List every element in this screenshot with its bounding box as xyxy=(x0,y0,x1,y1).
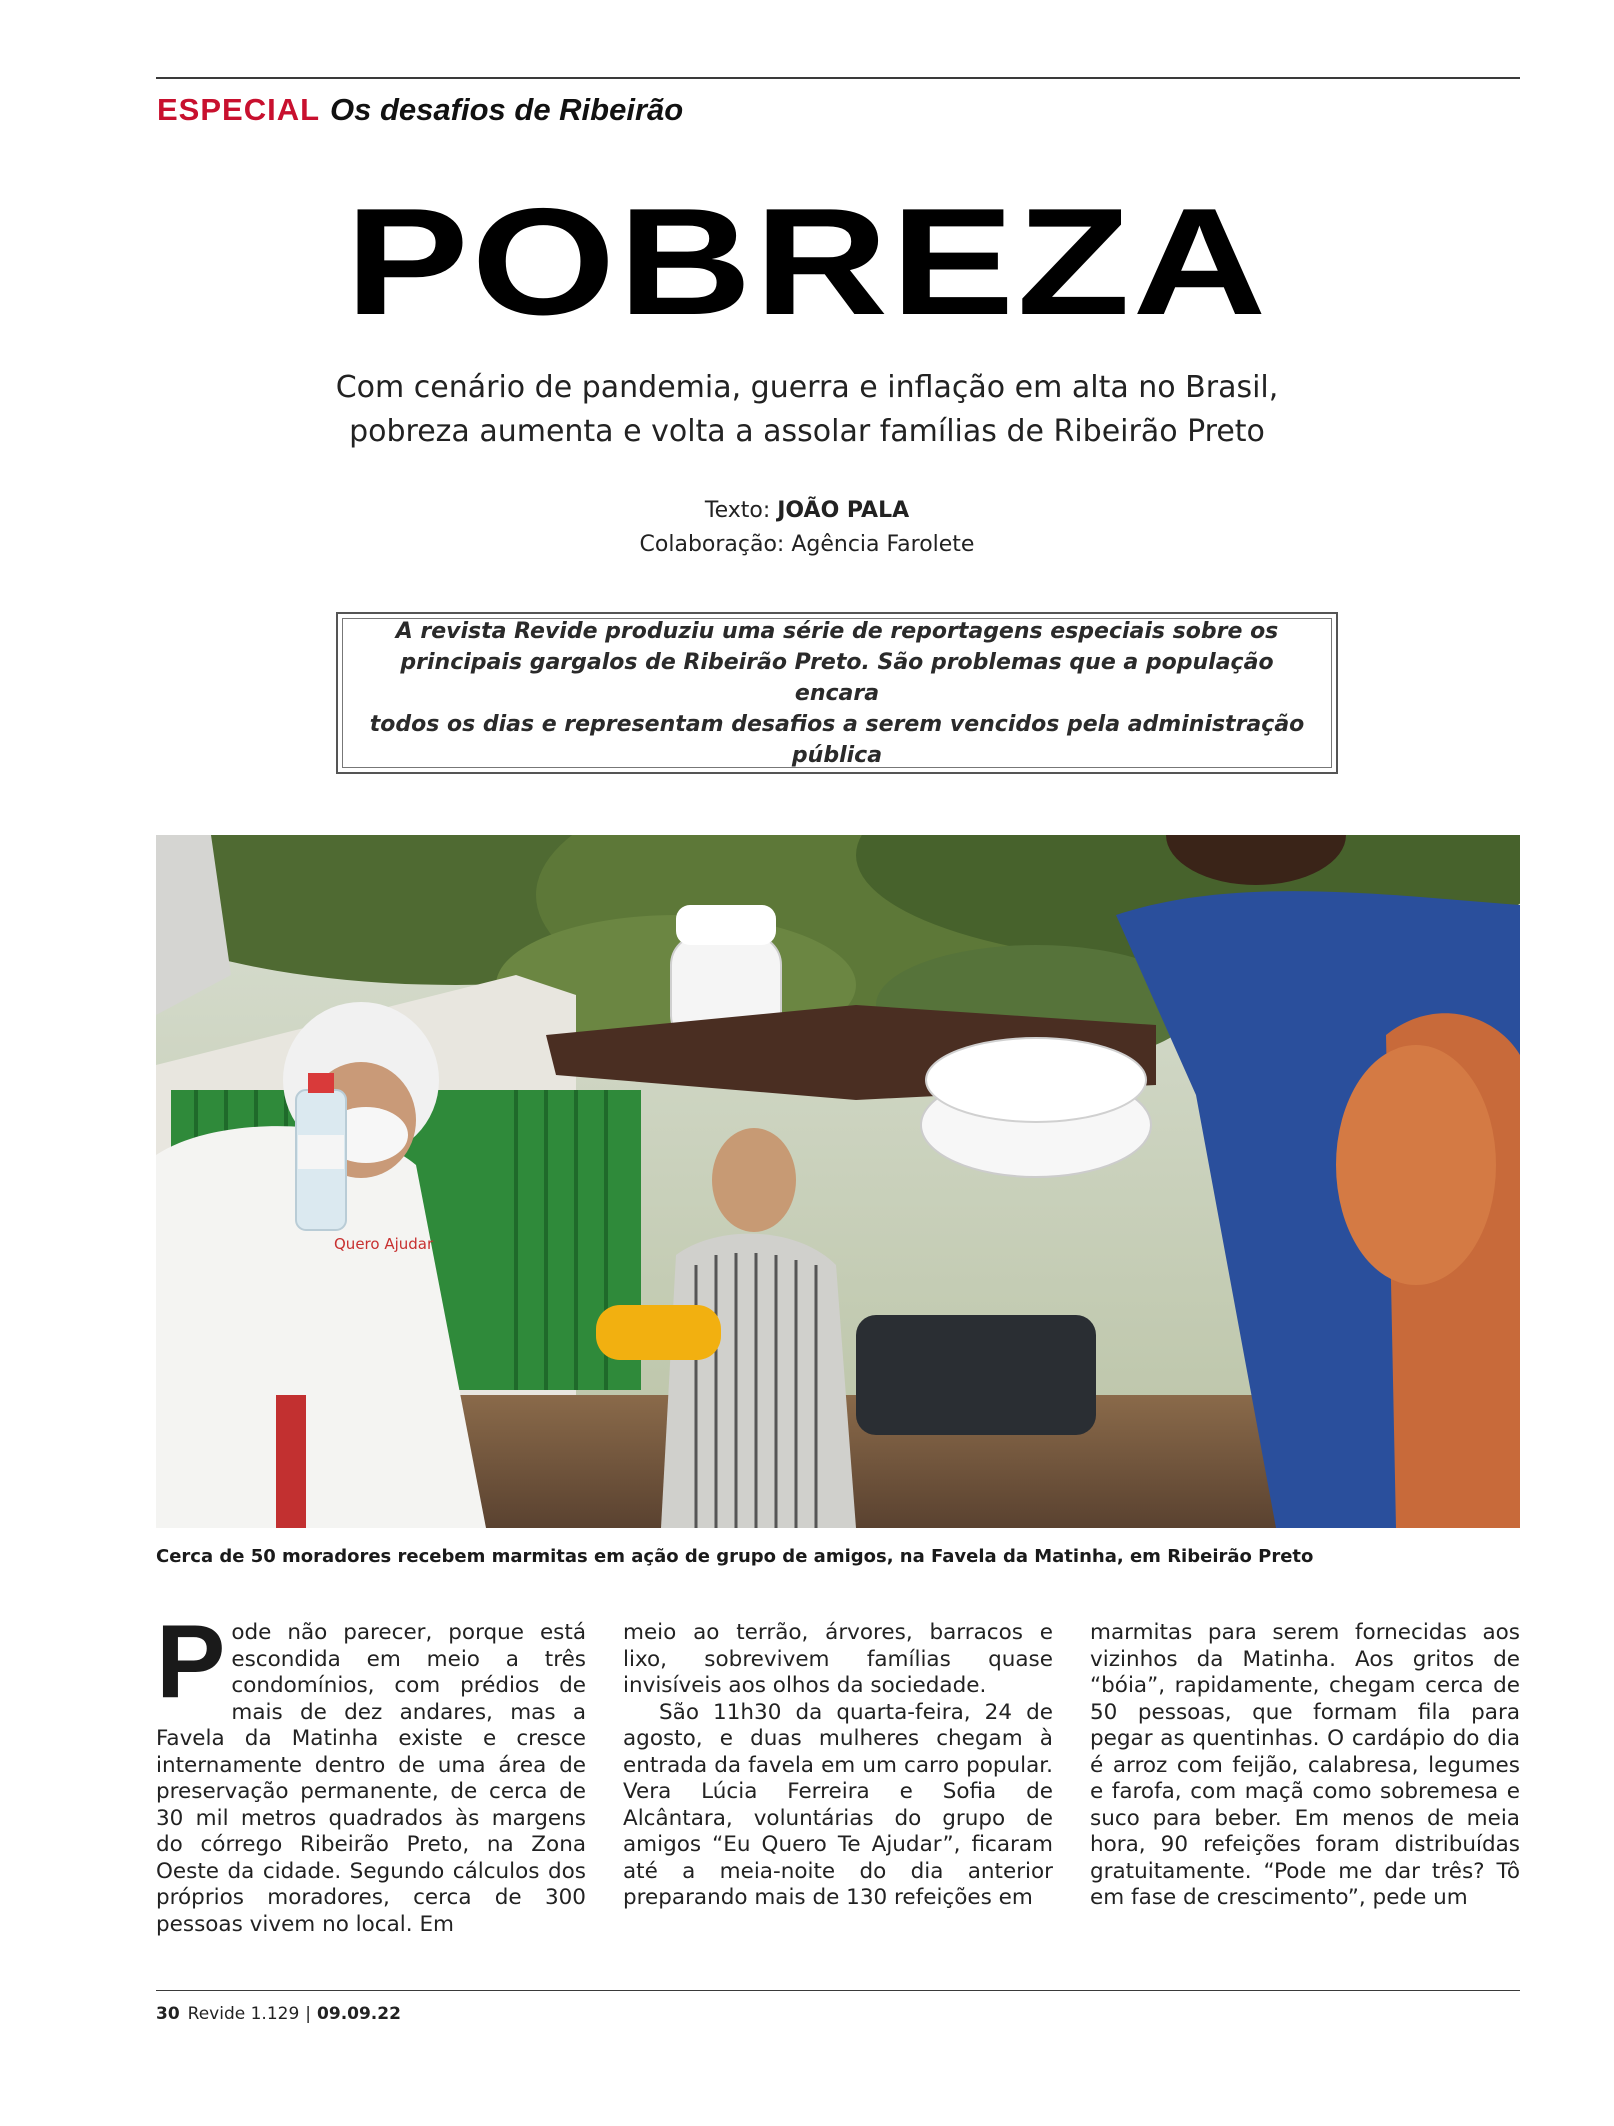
issue-date: 09.09.22 xyxy=(317,2004,401,2024)
article-photo xyxy=(156,835,1520,1528)
byline xyxy=(0,494,1614,562)
photo-illustration xyxy=(156,835,1520,1528)
article-deck xyxy=(300,366,1314,454)
intro-line-3: todos os dias e representam desafios a serem vencidos pela administração pública xyxy=(369,711,1305,768)
bottom-rule xyxy=(156,1990,1520,1991)
author-label: Texto: xyxy=(704,498,771,523)
deck-line-1: Com cenário de pandemia, guerra e inflação em alta no Brasil, xyxy=(335,370,1279,405)
shirt-logo-text: Quero Ajudar xyxy=(334,1235,434,1253)
intro-box xyxy=(336,612,1338,774)
deck-line-2: pobreza aumenta e volta a assolar famílias de Ribeirão Preto xyxy=(349,414,1265,449)
drop-cap: P xyxy=(156,1620,226,1720)
page-footer xyxy=(156,2004,401,2024)
collaboration-line: Colaboração: Agência Farolete xyxy=(639,532,975,557)
article-headline: POBREZA xyxy=(345,177,1269,347)
body-column-3 xyxy=(1090,1620,1520,1960)
magazine-issue: Revide 1.129 xyxy=(187,2004,300,2024)
series-title: Os desafios de Ribeirão xyxy=(330,92,684,127)
section-label: ESPECIAL xyxy=(157,92,321,127)
body-column-2 xyxy=(623,1620,1053,1960)
photo-caption: Cerca de 50 moradores recebem marmitas em ação de grupo de amigos, na Favela da Matinha, em Ribeirão Preto xyxy=(156,1546,1314,1567)
body-paragraph: meio ao terrão, árvores, barracos e lixo, sobrevivem famílias quase invisíveis aos olhos da sociedade. xyxy=(623,1620,1053,1698)
page-number: 30 xyxy=(156,2004,180,2024)
body-paragraph: São 11h30 da quarta-feira, 24 de agosto, e duas mulheres chegam à entrada da favela em um carro popular. Vera Lúcia Ferreira e Sofia de Alcântara, voluntárias do grupo de amigos “Eu Quero Te Ajudar”, ficaram até a meia-noite do dia anterior preparando mais de 130 refeições em xyxy=(623,1699,1053,1910)
intro-text xyxy=(363,616,1311,771)
body-paragraph: ode não parecer, porque está escondida em meio a três condomínios, com prédios de mais de dez andares, mas a Favela da Matinha existe e cresce internamente dentro de uma área de preservação permanente, de cerca de 30 mil metros quadrados às margens do córrego Ribeirão Preto, na Zona Oeste da cidade. Segundo cálculos dos próprios moradores, cerca de 300 pessoas vivem no local. Em xyxy=(156,1620,586,1937)
section-kicker xyxy=(157,92,683,128)
author-line xyxy=(0,494,1614,528)
body-column-1 xyxy=(156,1620,586,1960)
intro-box-inner xyxy=(342,618,1332,768)
footer-separator: | xyxy=(305,2004,312,2024)
intro-line-2: principais gargalos de Ribeirão Preto. São problemas que a população encara xyxy=(400,649,1274,706)
body-paragraph: marmitas para serem fornecidas aos vizinhos da Matinha. Aos gritos de “bóia”, rapidamente, chegam cerca de 50 pessoas, que formam fila para pegar as quentinhas. O cardápio do dia é arroz com feijão, calabresa, legumes e farofa, com maçã como sobremesa e suco para beber. Em menos de meia hora, 90 refeições foram distribuídas gratuitamente. “Pode me dar três? Tô em fase de crescimento”, pede um xyxy=(1090,1620,1520,1910)
top-rule xyxy=(156,77,1520,79)
author-name: JOÃO PALA xyxy=(777,498,910,523)
intro-line-1: A revista Revide produziu uma série de reportagens especiais sobre os xyxy=(395,618,1279,644)
